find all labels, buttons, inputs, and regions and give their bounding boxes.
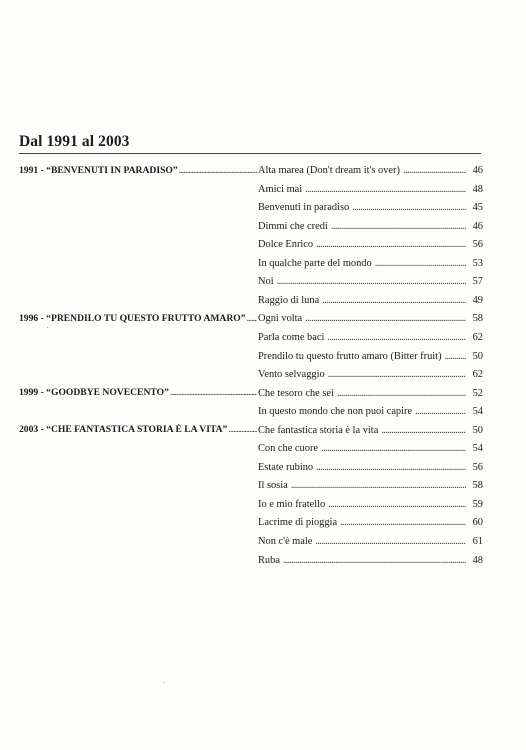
page-number: 46 (472, 165, 483, 176)
song-title: Ruba (258, 554, 280, 566)
song-title: Con che cuore (258, 443, 319, 455)
dot-leader (316, 462, 466, 473)
song-title: In questo mondo che non puoi capire (258, 406, 413, 418)
song-entry (258, 184, 483, 195)
album-label: 1991 - “BENVENUTI IN PARADISO” (19, 164, 178, 176)
dot-leader (170, 387, 257, 398)
page-number: 59 (472, 498, 483, 510)
song-entry (258, 295, 483, 306)
song-title: Parla come baci (258, 331, 325, 343)
album-label: 1999 - “GOODBYE NOVECENTO” (19, 387, 169, 399)
song-entry (258, 406, 483, 417)
song-entry (258, 351, 483, 362)
song-entry (258, 221, 483, 232)
song-title: Che tesoro che sei (258, 387, 334, 399)
page-number: 62 (472, 369, 483, 381)
page-number: 50 (472, 424, 483, 436)
page-number: 49 (472, 294, 483, 306)
dot-leader (415, 406, 466, 417)
page-number: 60 (472, 517, 483, 529)
album-entry (19, 165, 257, 176)
dot-leader (327, 332, 466, 343)
dot-leader (328, 499, 466, 510)
song-entry (258, 202, 483, 213)
page-number: 57 (472, 276, 483, 288)
dot-leader (381, 425, 466, 436)
song-entry (258, 332, 483, 343)
album-entry (19, 387, 257, 398)
song-title: Lacrime di pioggia (258, 517, 338, 529)
page-number: 53 (472, 257, 483, 269)
dot-leader (328, 369, 466, 380)
song-entry (258, 313, 483, 324)
song-entry (258, 555, 483, 566)
dot-leader (291, 480, 466, 491)
dot-leader (375, 258, 466, 269)
dot-leader (179, 165, 257, 176)
song-entry (258, 369, 483, 380)
dot-leader (322, 295, 466, 306)
dot-leader (247, 313, 257, 324)
page-number: 54 (472, 406, 483, 418)
song-title: Non c'è male (258, 536, 313, 547)
page-number: 50 (472, 350, 483, 362)
song-entry (258, 480, 483, 491)
song-title: Il sosia (258, 480, 288, 492)
song-entry (258, 165, 483, 176)
song-title: Benvenuti in paradiso (258, 202, 350, 214)
song-title: Alta marea (Don't dream it's over) (258, 165, 400, 176)
scan-speck (163, 682, 164, 683)
song-title: Ogni volta (258, 313, 303, 325)
page-number: 54 (472, 443, 483, 455)
heading-rule (19, 153, 481, 154)
song-title: Prendilo tu questo frutto amaro (Bitter fruit) (258, 350, 442, 362)
song-entry (258, 462, 483, 473)
song-title: Vento selvaggio (258, 369, 325, 381)
song-title: Dolce Enrico (258, 239, 314, 251)
dot-leader (352, 202, 466, 213)
dot-leader (316, 239, 466, 250)
song-title: Che fantastica storia è la vita (258, 424, 379, 436)
song-title: Dimmi che credi (258, 220, 328, 232)
dot-leader (305, 313, 466, 324)
page-number: 46 (472, 220, 483, 232)
song-entry (258, 276, 483, 287)
album-label: 1996 - “PRENDILO TU QUESTO FRUTTO AMARO” (19, 312, 246, 324)
dot-leader (340, 517, 466, 528)
dot-leader (277, 276, 466, 287)
song-entry (258, 388, 483, 399)
song-entry (258, 536, 483, 547)
dot-leader (283, 555, 466, 566)
scan-speck (47, 327, 48, 328)
page-number: 56 (472, 461, 483, 473)
album-label: 2003 - “CHE FANTASTICA STORIA È LA VITA” (19, 424, 228, 436)
song-title: Io e mio fratello (258, 498, 326, 510)
song-title: Raggio di luna (258, 294, 320, 306)
page-number: 52 (472, 387, 483, 399)
album-entry (19, 424, 257, 435)
page-number: 61 (472, 536, 483, 547)
song-title: Noi (258, 276, 274, 288)
page-number: 62 (472, 331, 483, 343)
dot-leader (337, 388, 466, 399)
song-title: In qualche parte del mondo (258, 257, 372, 269)
section-heading: Dal 1991 al 2003 (19, 133, 130, 150)
page-number: 48 (472, 183, 483, 195)
page-number: 56 (472, 239, 483, 251)
dot-leader (403, 165, 466, 176)
dot-leader (315, 536, 466, 547)
page-number: 48 (472, 554, 483, 566)
page-number: 58 (472, 480, 483, 492)
song-title: Amici mai (258, 183, 303, 195)
song-entry (258, 499, 483, 510)
page-number: 58 (472, 313, 483, 325)
dot-leader (331, 221, 466, 232)
dot-leader (321, 443, 466, 454)
album-entry (19, 313, 257, 324)
song-entry (258, 239, 483, 250)
dot-leader (305, 184, 466, 195)
page-number: 45 (472, 202, 483, 214)
dot-leader (228, 424, 257, 435)
song-entry (258, 258, 483, 269)
song-entry (258, 517, 483, 528)
song-title: Estate rubino (258, 461, 314, 473)
dot-leader (445, 351, 466, 362)
song-entry (258, 443, 483, 454)
song-entry (258, 425, 483, 436)
